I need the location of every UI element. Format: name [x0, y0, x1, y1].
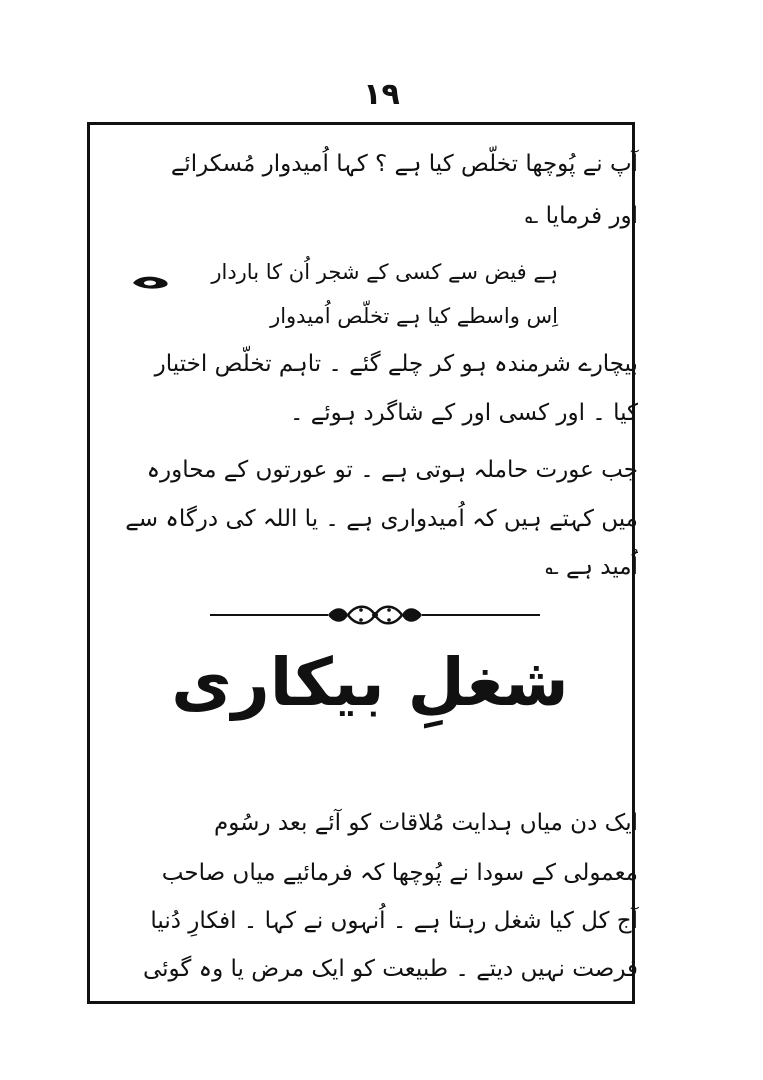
- ornament-divider-icon: [210, 600, 540, 630]
- ink-mark-icon: [130, 273, 172, 293]
- text-line-5: جب عورت حاملہ ہوتی ہے ۔ تو عورتوں کے محاورہ: [146, 457, 638, 483]
- story-line-4: فرصت نہیں دیتے ۔ طبیعت کو ایک مرض یا وہ گوئی: [142, 956, 638, 982]
- text-line-1: آپ نے پُوچھا تخلّص کیا ہے ؟ کہا اُمیدوار مُسکرائے: [170, 151, 638, 177]
- page-number: ١٩: [363, 77, 400, 112]
- verse-line-2: اِس واسطے کیا ہے تخلّص اُمیدوار: [270, 304, 558, 328]
- section-heading: شغلِ بیکاری: [171, 644, 569, 721]
- text-line-3: بیچارے شرمندہ ہو کر چلے گئے ۔ تاہم تخلّص اختیار: [154, 351, 638, 377]
- text-line-4: کیا ۔ اور کسی اور کے شاگرد ہوئے ۔: [289, 400, 638, 426]
- story-line-1: ایک دن میاں ہدایت مُلاقات کو آئے بعد رسُوم: [214, 810, 638, 836]
- story-line-2: معمولی کے سودا نے پُوچھا کہ فرمائیے میاں صاحب: [161, 860, 638, 886]
- verse-line-1: ہے فیض سے کسی کے شجر اُن کا باردار: [211, 260, 558, 284]
- story-line-3: آج کل کیا شغل رہتا ہے ۔ اُنہوں نے کہا ۔ افکارِ دُنیا: [150, 908, 638, 934]
- text-line-2: اور فرمایا ؎: [524, 203, 638, 229]
- text-line-7: اُمید ہے ؎: [545, 554, 638, 580]
- text-line-6: میں کہتے ہیں کہ اُمیدواری ہے ۔ یا اللہ کی درگاہ سے: [125, 506, 638, 532]
